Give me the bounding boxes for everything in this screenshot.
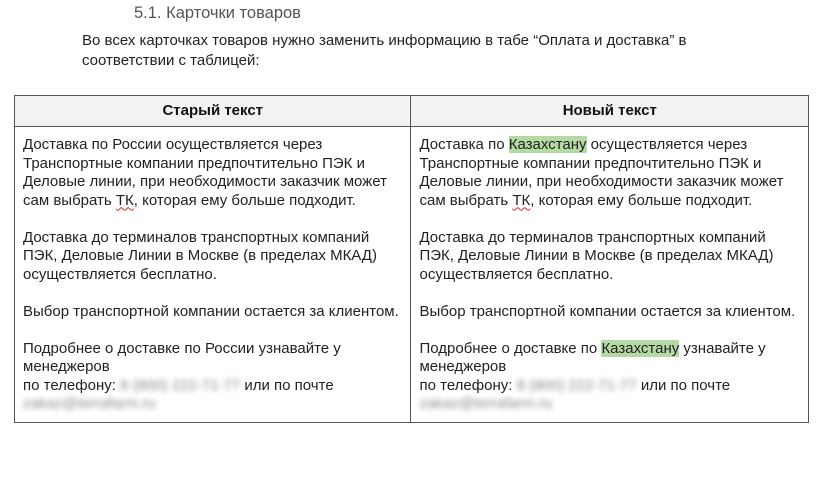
redacted-email: zakaz@terrafarm.ru bbox=[419, 395, 553, 412]
old-text-cell bbox=[15, 127, 411, 423]
new-text-cell bbox=[411, 127, 809, 423]
header-new-text: Новый текст bbox=[411, 96, 809, 127]
choice-paragraph: Выбор транспортной компании остается за клиентом. bbox=[419, 302, 796, 320]
redacted-email: zakaz@terrafarm.ru bbox=[23, 395, 156, 412]
text-fragment: Подробнее о доставке по bbox=[23, 339, 205, 357]
highlighted-country: Казахстану bbox=[601, 339, 680, 357]
country-name: России bbox=[112, 136, 162, 153]
replacement-table bbox=[14, 95, 809, 423]
redacted-phone: 8 (800) 222-71-77 bbox=[516, 376, 637, 394]
table-header-row bbox=[15, 96, 809, 127]
contacts-paragraph bbox=[419, 340, 800, 414]
section-title: Карточки товаров bbox=[166, 4, 301, 22]
text-fragment: узнавайте у менеджеров bbox=[23, 339, 341, 375]
email-label: или по почте bbox=[640, 376, 731, 394]
text-fragment: осуществляется через Транспортные компании предпочтительно ПЭК и Деловые линии, при необходимости заказчик может сам выбрать bbox=[23, 136, 387, 209]
text-fragment: узнавайте у менеджеров bbox=[419, 339, 766, 375]
text-fragment: Доставка по bbox=[419, 136, 509, 153]
delivery-paragraph bbox=[23, 136, 402, 210]
section-number: 5.1. bbox=[134, 4, 162, 22]
text-fragment: Доставка по bbox=[23, 136, 113, 153]
highlighted-country: Казахстану bbox=[508, 136, 587, 153]
email-label: или по почте bbox=[244, 376, 334, 394]
delivery-paragraph bbox=[419, 136, 800, 210]
terminals-paragraph: Доставка до терминалов транспортных компаний ПЭК, Деловые Линии в Москве (в пределах МКАД) осуществляется бесплатно. bbox=[23, 228, 377, 283]
country-name: России bbox=[204, 339, 255, 357]
table-row bbox=[15, 127, 809, 423]
phone-label: по телефону: bbox=[23, 376, 116, 394]
choice-paragraph: Выбор транспортной компании остается за клиентом. bbox=[23, 302, 399, 320]
spellcheck-word: ТК bbox=[115, 191, 134, 209]
text-fragment: Подробнее о доставке по bbox=[419, 339, 602, 357]
intro-paragraph: Во всех карточках товаров нужно заменить информацию в табе “Оплата и доставка” в соответствии с таблицей: bbox=[82, 32, 687, 69]
text-fragment: осуществляется через Транспортные компании предпочтительно ПЭК и Деловые линии, при необходимости заказчик может сам выбрать bbox=[419, 136, 784, 209]
text-fragment: , которая ему больше подходит. bbox=[133, 191, 356, 209]
text-fragment: , которая ему больше подходит. bbox=[530, 191, 753, 209]
redacted-phone: 8 (800) 222-71-77 bbox=[120, 376, 241, 394]
spellcheck-word: ТК bbox=[512, 191, 531, 209]
phone-label: по телефону: bbox=[419, 376, 513, 394]
contacts-paragraph bbox=[23, 340, 402, 414]
header-old-text: Старый текст bbox=[15, 96, 411, 127]
section-heading bbox=[134, 4, 301, 23]
terminals-paragraph: Доставка до терминалов транспортных компаний ПЭК, Деловые Линии в Москве (в пределах МКАД) осуществляется бесплатно. bbox=[419, 228, 774, 283]
